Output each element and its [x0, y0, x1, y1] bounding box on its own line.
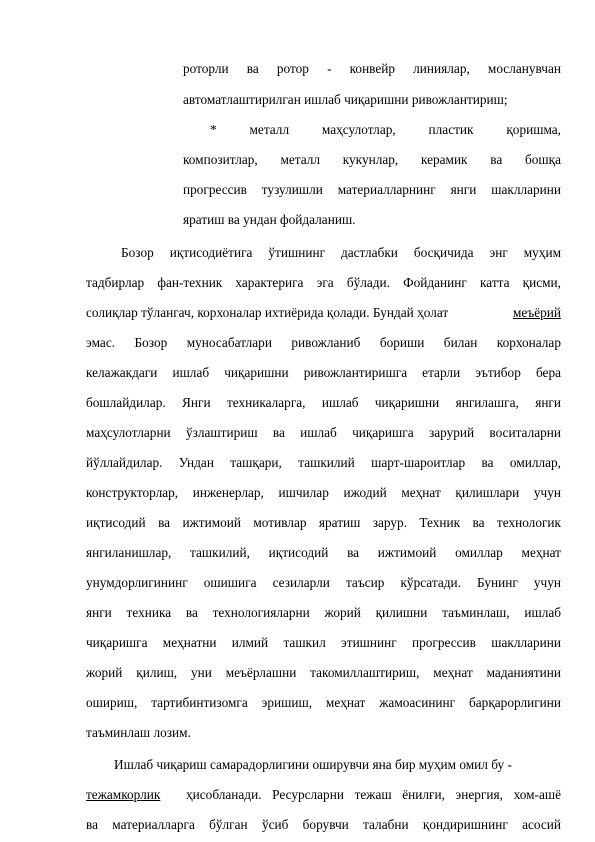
text-line: эмас. Бозор муносабатлари ривожланиб бориши билан корхоналар [86, 335, 561, 350]
bullet-line: * металл маҳсулотлар, пластик қоришма, [210, 122, 561, 137]
text-line: жорий қилиш, уни меъёрлашни такомиллаштириш, меҳнат маданиятини [86, 665, 561, 680]
text-line: янги техника ва технологияларни жорий қилишни таъминлаш, ишлаб [86, 605, 561, 620]
text-line: чиқаришга меҳнатни илмий ташкил этишнинг прогрессив шаклларини [86, 635, 561, 650]
text-line: автоматлаштирилган ишлаб чиқаришни ривожлантириш; [183, 92, 508, 107]
text-line: роторли ва ротор - конвейр линиялар, мосланувчан [183, 61, 561, 76]
text-line: яратиш ва ундан фойдаланиш. [183, 212, 356, 227]
underlined-word: меъёрий [513, 305, 561, 320]
text-line: маҳсулотларни ўзлаштириш ва ишлаб чиқаришга зарурий воситаларни [86, 425, 561, 440]
text-line: Ишлаб чиқариш самарадорлигини оширувчи яна бир муҳим омил бу - [114, 757, 512, 772]
text-line: таъминлаш лозим. [86, 725, 191, 740]
text-line: тадбирлар фан-техник характерига эга бўлади. Фойданинг катта қисми, [86, 275, 561, 290]
text-line: конструкторлар, инженерлар, ишчилар ижодий меҳнат қилишлари учун [86, 485, 561, 500]
text-line: келажакдаги ишлаб чиқаришни ривожлантиришга етарли эътибор бера [86, 365, 561, 380]
text-line: унумдорлигининг ошишига сезиларли таъсир кўрсатади. Бунинг учун [86, 575, 561, 590]
text-line: Бозор иқтисодиётига ўтишнинг дастлабки босқичида энг муҳим [121, 245, 561, 260]
underlined-word: тежамкорлик [86, 787, 161, 802]
text-line: композитлар, металл кукунлар, керамик ва бошқа [183, 152, 561, 167]
text-line: янгиланишлар, ташкилий, иқтисодий ва ижтимоий омиллар меҳнат [86, 545, 561, 560]
text-line: иқтисодий ва ижтимоий мотивлар яратиш зарур. Техник ва технологик [86, 515, 561, 530]
text-line: бошлайдилар. Янги техникаларга, ишлаб чиқаришни янгилашга, янги [86, 395, 561, 410]
text-line: ва материалларга бўлган ўсиб борувчи талабни қондиришнинг асосий [86, 817, 561, 832]
text-line: прогрессив тузулишли материалларнинг янги шаклларини [183, 182, 561, 197]
text-line: ҳисобланади. Ресурсларни тежаш ёнилғи, энергия, хом-ашё [186, 787, 561, 802]
text-line: ошириш, тартибинтизомга эришиш, меҳнат жамоасининг барқарорлигини [86, 695, 561, 710]
text-line: солиқлар тўлангач, корхоналар ихтиёрида қолади. Бундай ҳолат [86, 305, 449, 320]
text-line: йўллайдилар. Ундан ташқари, ташкилий шарт-шароитлар ва омиллар, [86, 455, 561, 470]
